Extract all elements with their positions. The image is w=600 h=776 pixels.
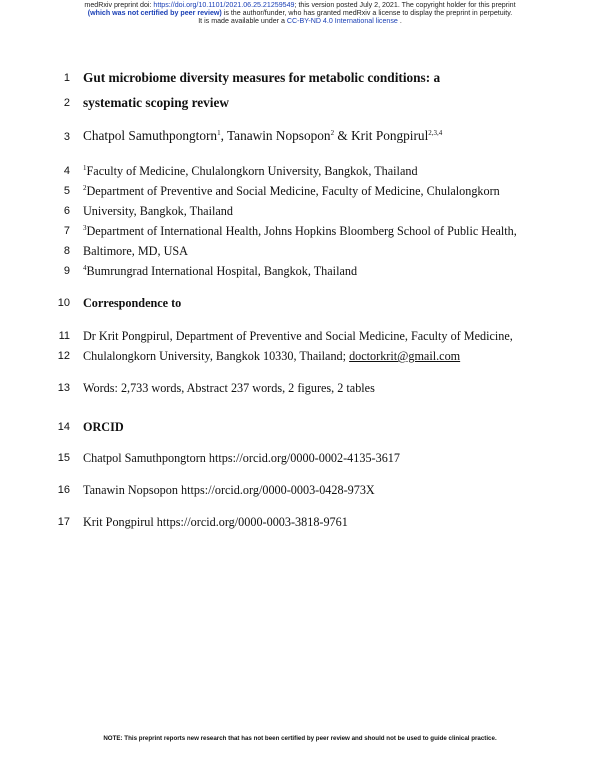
line-number: 1 (63, 72, 70, 84)
correspondence-address-continued: Chulalongkorn University, Bangkok 10330, Thailand; doctorkrit@gmail.com (83, 349, 461, 363)
line-number: 11 (58, 330, 70, 342)
author-list: Chatpol Samuthpongtorn$^1$, Tanawin Nopsopon$^2$ & Krit Pongpirul$^{2,3,4}$ (83, 128, 443, 143)
line-number: 3 (63, 131, 70, 143)
line-number: 13 (57, 382, 70, 394)
correspondence-heading: Correspondence to (83, 296, 182, 310)
doi-link[interactable]: https://doi.org/10.1101/2021.06.25.21259549 (153, 1, 295, 9)
preprint-note-footer: NOTE: This preprint reports new research that has not been certified by peer review and should not be used to guide clinical practice. (103, 735, 497, 742)
orcid-entry: Tanawin Nopsopon https://orcid.org/0000-0003-0428-973X (83, 483, 375, 497)
line-number: 8 (63, 245, 70, 257)
line-number: 5 (63, 185, 70, 197)
line-number: 10 (57, 297, 70, 309)
line-number: 14 (57, 421, 70, 433)
line-number: 16 (57, 484, 70, 496)
affiliation-2-continued: University, Bangkok, Thailand (83, 204, 233, 218)
preprint-header-line-3: It is made available under a CC-BY-ND 4.0 International license . (198, 17, 402, 25)
affiliation-2: $^2$Department of Preventive and Social Medicine, Faculty of Medicine, Chulalongkorn (83, 184, 500, 198)
line-number: 4 (63, 165, 70, 177)
license-link[interactable]: CC-BY-ND 4.0 International license (286, 17, 398, 25)
line-number: 15 (57, 452, 70, 464)
orcid-entry: Chatpol Samuthpongtorn https://orcid.org/0000-0002-4135-3617 (83, 451, 400, 465)
affiliation-3-continued: Baltimore, MD, USA (83, 244, 188, 258)
correspondence-address: Dr Krit Pongpirul, Department of Preventive and Social Medicine, Faculty of Medicine, (83, 329, 513, 343)
orcid-entry: Krit Pongpirul https://orcid.org/0000-0003-3818-9761 (83, 515, 348, 529)
paper-title-line-1: Gut microbiome diversity measures for metabolic conditions: a (83, 70, 441, 85)
line-number: 12 (57, 350, 70, 362)
line-number: 9 (63, 265, 70, 277)
paper-title-line-2: systematic scoping review (83, 95, 229, 110)
affiliation-4: $^4$Bumrungrad International Hospital, Bangkok, Thailand (83, 264, 358, 278)
line-number: 7 (63, 225, 70, 237)
preprint-header-line-2: (which was not certified by peer review) is the author/funder, who has granted medRxiv a license to display the preprint in perpetuity. (87, 9, 513, 17)
affiliation-3: $^3$Department of International Health, Johns Hopkins Bloomberg School of Public Health, (83, 224, 517, 238)
preprint-header-line-1: medRxiv preprint doi: https://doi.org/10.1101/2021.06.25.21259549; this version posted July 2, 2021. The copyright holder for this preprint (84, 1, 516, 9)
line-number: 2 (63, 97, 70, 109)
orcid-heading: ORCID (83, 420, 124, 434)
word-count: Words: 2,733 words, Abstract 237 words, 2 figures, 2 tables (83, 381, 375, 395)
affiliation-1: $^1$Faculty of Medicine, Chulalongkorn University, Bangkok, Thailand (83, 164, 418, 178)
line-number: 6 (63, 205, 70, 217)
email-link[interactable]: doctorkrit@gmail.com (349, 349, 461, 363)
line-number: 17 (57, 516, 70, 528)
